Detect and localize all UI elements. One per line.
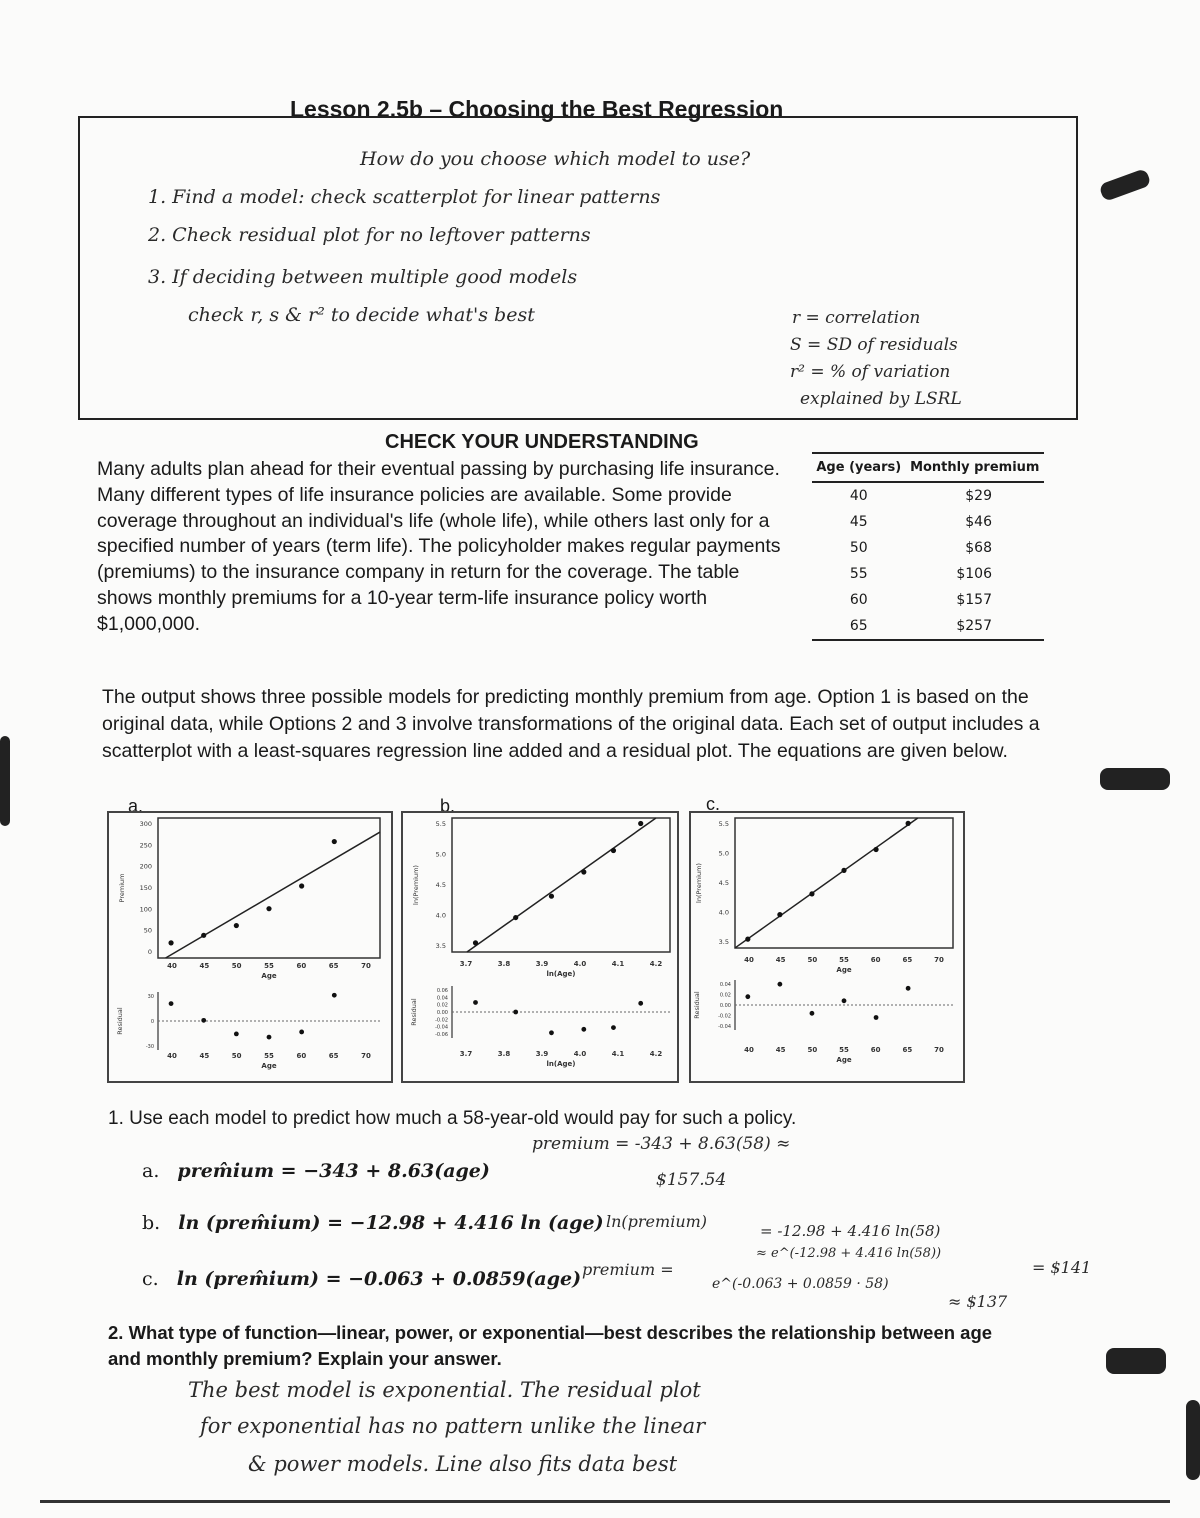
residual-tick-label: 0.04	[436, 995, 448, 1002]
residual-point	[611, 1025, 616, 1030]
residual-point	[332, 993, 337, 998]
data-point	[777, 912, 782, 917]
residual-point	[842, 998, 847, 1003]
x-tick-label: 4.1	[611, 960, 625, 968]
residual-tick-label: 0.00	[436, 1010, 448, 1016]
data-point	[201, 933, 206, 938]
x-axis-label: Age	[261, 972, 277, 980]
residual-x-axis-label: ln(Age)	[546, 1060, 576, 1068]
residual-x-tick-label: 65	[328, 1052, 339, 1060]
data-point	[513, 915, 518, 920]
data-point	[266, 906, 271, 911]
q1c-label: c.	[142, 1268, 159, 1290]
x-tick-label: 70	[361, 962, 371, 970]
y-tick-label: 4.0	[435, 911, 446, 920]
scan-edge-mark	[1186, 1400, 1200, 1480]
x-tick-label: 60	[870, 956, 881, 964]
residual-tick-label: 30	[147, 994, 154, 1000]
plot-b-label: b.	[440, 796, 456, 816]
q1a-equation: prem̂ium = −343 + 8.63(age)	[177, 1160, 490, 1182]
x-tick-label: 65	[328, 962, 339, 970]
age-cell: 60	[849, 592, 868, 608]
page-bottom-rule	[40, 1500, 1170, 1503]
residual-point	[874, 1015, 879, 1020]
residual-tick-label: 0.02	[436, 1002, 448, 1009]
data-point	[581, 869, 586, 874]
x-tick-label: 60	[296, 962, 307, 970]
residual-x-tick-label: 4.0	[573, 1050, 587, 1058]
residual-tick-label: -30	[145, 1044, 154, 1050]
scan-edge-mark	[1106, 1348, 1166, 1374]
page-title: Lesson 2.5b – Choosing the Best Regression	[290, 96, 784, 122]
hw-b2: = -12.98 + 4.416 ln(58)	[760, 1222, 941, 1240]
residual-x-tick-label: 3.9	[535, 1050, 549, 1058]
residual-point	[745, 994, 750, 999]
data-point	[168, 940, 173, 945]
x-tick-label: 4.2	[649, 960, 663, 968]
models-paragraph: The output shows three possible models for predicting monthly premium from age. Option 1 is based on the original data, while Options 2 and 3 involve transformations of the original data. Each set of output includes a scatterplot with a least-squares regression line added and a residual plot. The equations are given below.	[102, 686, 1040, 762]
y-tick-label: 100	[139, 905, 152, 914]
y-tick-label: 5.0	[718, 849, 729, 858]
notes-def-r2: r² = % of variation	[790, 362, 951, 382]
notes-step-3b: check r, s & r² to decide what's best	[188, 304, 535, 326]
notes-def-r: r = correlation	[792, 308, 921, 328]
residual-x-tick-label: 70	[934, 1046, 944, 1054]
residual-x-tick-label: 45	[199, 1052, 210, 1060]
plot-c-label: c.	[706, 794, 721, 814]
residual-y-axis-label: Residual	[693, 991, 701, 1019]
residual-x-tick-label: 40	[167, 1052, 177, 1060]
regression-line	[166, 832, 380, 958]
residual-point	[234, 1031, 239, 1036]
residual-point	[169, 1001, 174, 1006]
data-point	[638, 821, 643, 826]
residual-y-axis-label: Residual	[116, 1007, 124, 1035]
y-tick-label: 4.5	[718, 879, 729, 887]
residual-x-tick-label: 3.7	[459, 1050, 473, 1058]
notes-def-r2b: explained by LSRL	[800, 389, 962, 409]
q1c-equation: ln (prem̂ium) = −0.063 + 0.0859(age)	[176, 1268, 582, 1290]
question-2: 2. What type of function—linear, power, or exponential—best describes the relationship between age and monthly premium? Explain your answer.	[108, 1322, 993, 1369]
residual-x-tick-label: 70	[361, 1052, 371, 1060]
residual-x-tick-label: 4.2	[649, 1050, 663, 1058]
residual-point	[581, 1027, 586, 1032]
residual-point	[473, 1000, 478, 1005]
residual-y-axis-label: Residual	[410, 998, 418, 1026]
residual-point	[906, 986, 911, 991]
notes-step-1: 1. Find a model: check scatterplot for linear patterns	[148, 186, 661, 208]
answer-2-line-1: The best model is exponential. The residual plot	[188, 1378, 701, 1402]
data-point	[873, 847, 878, 852]
scatter-axes	[735, 818, 953, 948]
x-tick-label: 50	[807, 956, 818, 964]
answer-2-line-2: for exponential has no pattern unlike the linear	[200, 1414, 706, 1438]
x-tick-label: 70	[934, 956, 944, 964]
residual-tick-label: -0.02	[718, 1013, 731, 1020]
q1b-equation: ln (prem̂ium) = −12.98 + 4.416 ln (age)	[178, 1212, 604, 1234]
question-1: 1. Use each model to predict how much a 58-year-old would pay for such a policy.	[108, 1108, 797, 1129]
data-point	[906, 821, 911, 826]
residual-point	[777, 982, 782, 987]
hw-b1: ln(premium)	[606, 1212, 708, 1231]
residual-x-tick-label: 60	[870, 1046, 881, 1054]
residual-tick-label: 0.00	[719, 1003, 731, 1009]
y-tick-label: 50	[143, 926, 152, 935]
data-point	[299, 883, 304, 888]
premium-cell: $46	[965, 514, 992, 530]
residual-point	[267, 1035, 272, 1040]
x-tick-label: 50	[231, 962, 242, 970]
answer-2-line-3: & power models. Line also fits data best	[248, 1452, 678, 1476]
x-tick-label: 3.9	[535, 960, 549, 968]
y-axis-label: ln(Premium)	[695, 863, 703, 903]
table-header-age: Age (years)	[812, 453, 906, 482]
y-tick-label: 300	[139, 820, 152, 828]
residual-tick-label: 0.06	[436, 988, 448, 994]
x-axis-label: Age	[836, 966, 852, 974]
x-tick-label: 45	[775, 956, 786, 964]
residual-x-axis-label: Age	[836, 1056, 852, 1064]
x-tick-label: 40	[167, 962, 177, 970]
residual-point	[638, 1001, 643, 1006]
premium-cell: $257	[906, 613, 1044, 640]
premium-cell: $29	[965, 488, 992, 504]
data-point	[549, 894, 554, 899]
residual-tick-label: 0	[150, 1019, 154, 1025]
residual-tick-label: -0.02	[435, 1017, 448, 1024]
y-tick-label: 250	[139, 841, 152, 850]
data-point	[809, 891, 814, 896]
x-tick-label: 65	[902, 956, 913, 964]
residual-x-tick-label: 50	[231, 1052, 242, 1060]
premium-cell: $68	[965, 540, 992, 556]
data-point	[745, 937, 750, 942]
y-tick-label: 200	[139, 862, 152, 871]
hw-c3: ≈ $137	[948, 1292, 1008, 1311]
y-tick-label: 5.5	[435, 820, 446, 828]
table-header-premium: Monthly premium	[906, 453, 1044, 482]
residual-x-tick-label: 3.8	[497, 1050, 511, 1058]
notes-step-2: 2. Check residual plot for no leftover patterns	[148, 224, 591, 246]
hw-b4: = $141	[1032, 1258, 1092, 1277]
residual-x-tick-label: 50	[807, 1046, 818, 1054]
hw-b3: ≈ e^(-12.98 + 4.416 ln(58))	[756, 1246, 942, 1261]
plot-a-label: a.	[128, 796, 144, 816]
y-tick-label: 5.0	[435, 850, 446, 859]
x-tick-label: 55	[264, 962, 274, 970]
x-tick-label: 40	[744, 956, 754, 964]
y-tick-label: 0	[147, 948, 152, 956]
premium-cell: $157	[956, 592, 992, 608]
residual-point	[299, 1030, 304, 1035]
q1c-row	[142, 1268, 581, 1290]
residual-x-tick-label: 55	[264, 1052, 274, 1060]
residual-x-tick-label: 4.1	[611, 1050, 625, 1058]
scan-edge-mark	[0, 736, 10, 826]
check-understanding-heading: CHECK YOUR UNDERSTANDING	[385, 431, 699, 453]
q1b-row	[142, 1212, 604, 1234]
residual-x-tick-label: 45	[775, 1046, 786, 1054]
residual-point	[810, 1011, 815, 1016]
intro-paragraph: Many adults plan ahead for their eventual passing by purchasing life insurance. Many different types of life insurance policies are available. Some provide coverage throughout an individual's life (whole life), while others last only for a specified number of years (term life). The policyholder makes regular payments (premiums) to the insurance company in return for the coverage. The table shows monthly premiums for a 10-year term-life insurance policy worth $1,000,000.	[97, 458, 781, 635]
age-cell: 50	[849, 540, 868, 556]
residual-point	[513, 1010, 518, 1015]
residual-tick-label: -0.04	[435, 1024, 448, 1031]
scatter-axes	[158, 818, 380, 958]
age-cell: 55	[849, 566, 868, 582]
regression-line	[735, 818, 918, 948]
q1b-label: b.	[142, 1212, 161, 1234]
residual-tick-label: 0.04	[719, 982, 731, 988]
scan-edge-mark	[1100, 768, 1170, 790]
age-cell: 45	[849, 514, 868, 530]
regression-line	[467, 818, 656, 952]
hw-c1: premium =	[582, 1260, 674, 1279]
y-axis-label: ln(Premium)	[412, 865, 420, 905]
residual-x-tick-label: 40	[744, 1046, 754, 1054]
y-tick-label: 4.5	[435, 881, 446, 889]
x-axis-label: ln(Age)	[546, 970, 576, 978]
x-tick-label: 3.8	[497, 960, 511, 968]
residual-x-tick-label: 55	[839, 1046, 849, 1054]
age-cell: 40	[849, 488, 868, 504]
y-tick-label: 4.0	[718, 908, 729, 917]
data-point	[473, 940, 478, 945]
residual-x-axis-label: Age	[261, 1062, 277, 1070]
x-tick-label: 55	[839, 956, 849, 964]
x-tick-label: 45	[199, 962, 210, 970]
notes-def-s: S = SD of residuals	[790, 335, 958, 355]
residual-tick-label: -0.06	[435, 1032, 448, 1038]
residual-tick-label: 0.02	[719, 992, 731, 999]
plot-frame	[108, 812, 392, 1082]
hw-a2: $157.54	[656, 1170, 727, 1190]
residual-x-tick-label: 60	[296, 1052, 307, 1060]
y-tick-label: 150	[139, 884, 152, 892]
residual-tick-label: -0.04	[718, 1024, 731, 1030]
y-tick-label: 5.5	[718, 820, 729, 828]
q1a-row	[142, 1160, 490, 1182]
residual-x-tick-label: 65	[902, 1046, 913, 1054]
premium-cell: $106	[956, 566, 992, 582]
plot-frame	[690, 812, 964, 1082]
y-axis-label: Premium	[118, 873, 126, 903]
x-tick-label: 3.7	[459, 960, 473, 968]
notes-heading: How do you choose which model to use?	[360, 148, 751, 170]
y-tick-label: 3.5	[718, 938, 729, 946]
y-tick-label: 3.5	[435, 942, 446, 950]
notes-step-3: 3. If deciding between multiple good models	[148, 266, 578, 288]
data-point	[234, 923, 239, 928]
data-point	[841, 868, 846, 873]
residual-point	[201, 1018, 206, 1023]
residual-point	[549, 1030, 554, 1035]
age-cell: 65	[812, 613, 906, 640]
hw-c2: e^(-0.063 + 0.0859 · 58)	[712, 1276, 889, 1292]
hw-a1: premium = -343 + 8.63(58) ≈	[532, 1134, 791, 1154]
data-point	[332, 839, 337, 844]
x-tick-label: 4.0	[573, 960, 587, 968]
data-point	[611, 848, 616, 853]
q1a-label: a.	[142, 1160, 160, 1182]
